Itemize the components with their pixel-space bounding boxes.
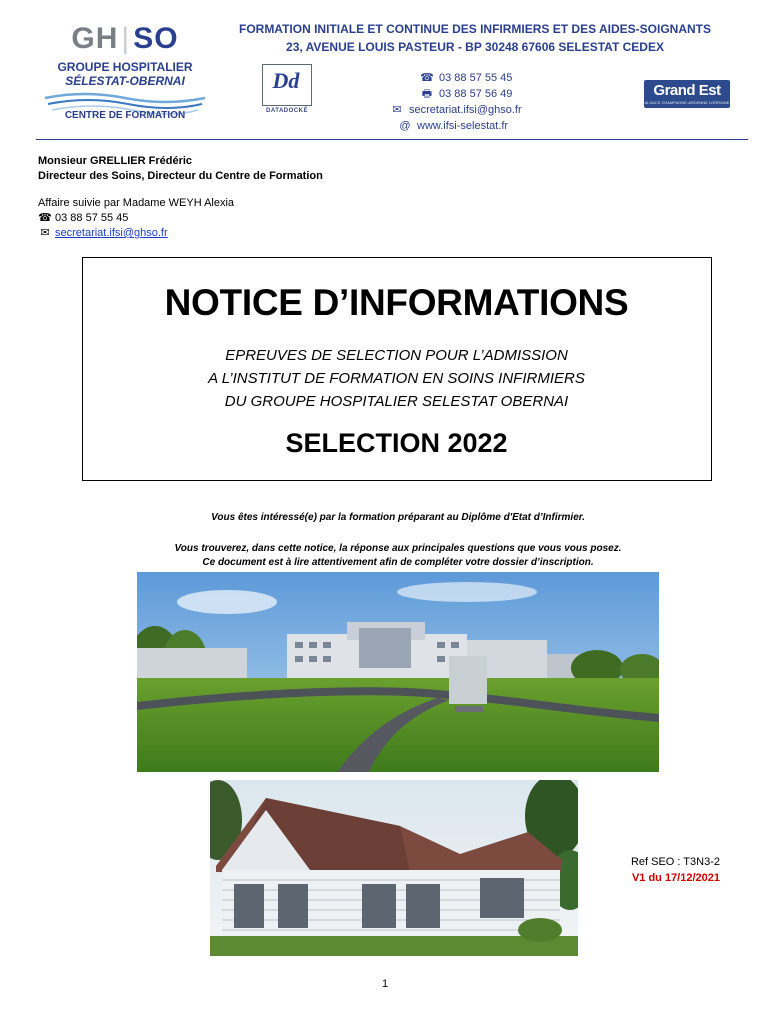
intro-line-1: Vous êtes intéressé(e) par la formation préparant au Diplôme d'Etat d’Infirmier. [211,512,585,523]
notice-subtitle: EPREUVES DE SELECTION POUR L’ADMISSION A L’INSTITUT DE FORMATION EN SOINS INFIRMIERS DU GROUPE HOSPITALIER SELESTAT OBERNAI [208,347,585,410]
header-divider [36,139,748,140]
sender-email-link[interactable]: secretariat.ifsi@ghso.fr [55,227,168,239]
sender-name: Monsieur GRELLIER Frédéric [38,155,193,167]
web-icon: @ [399,120,411,132]
logo-line-1: GROUPE HOSPITALIER [57,60,193,74]
datadock-logo [262,64,318,124]
logo-line-2: SÉLESTAT-OBERNAI [65,74,185,88]
header-email-link[interactable]: secretariat.ifsi@ghso.fr [409,104,522,116]
grand-est-wordmark: Grand Est [653,82,721,99]
page-number: 1 [381,978,389,990]
grand-est-subtitle: ALSACE CHAMPAGNE-ARDENNE LORRAINE [644,100,730,105]
grand-est-logo [644,80,730,108]
header-address: 23, AVENUE LOUIS PASTEUR - BP 30248 67606 SELESTAT CEDEX [286,40,664,54]
selection-year-title: SELECTION 2022 [285,428,508,458]
datadock-mark: Dd [272,68,300,93]
training-centre-image [210,780,578,956]
header-fax: 🖶 03 88 57 56 49 [421,88,513,100]
header-phone: ☎ 03 88 57 55 45 [420,72,513,84]
training-centre-photo [210,780,578,956]
datadock-label: DATADOCKÉ [266,108,308,114]
email-icon: ✉ [392,104,402,116]
fax-icon: 🖶 [421,88,433,100]
phone-icon: ☎ [38,212,52,224]
sender-block [38,154,323,241]
sender-email [38,226,323,241]
title-box [82,257,712,481]
document-reference: Ref SEO : T3N3-2 [630,856,720,868]
header-website-link[interactable]: www.ifsi-selestat.fr [417,120,509,132]
centre-de-formation-label: CENTRE DE FORMATION [64,110,186,121]
logo-brand: GH | SO [71,22,179,55]
header-email [380,102,560,118]
sender-phone: ☎ 03 88 57 55 45 [38,212,129,224]
phone-icon: ☎ [420,72,434,84]
header-website [380,118,560,134]
notice-title: NOTICE D’INFORMATIONS [164,282,629,323]
document-version: V1 du 17/12/2021 [631,872,720,884]
email-icon: ✉ [40,227,50,239]
header-title: FORMATION INITIALE ET CONTINUE DES INFIRMIERS ET DES AIDES-SOIGNANTS [238,22,711,36]
header-contact-block [380,70,560,134]
sender-role: Directeur des Soins, Directeur du Centre de Formation [38,170,323,182]
hospital-photo [137,572,659,772]
sender-followed-by: Affaire suivie par Madame WEYH Alexia [38,197,235,209]
intro-paragraph: Vous trouverez, dans cette notice, la réponse aux principales questions que vous vous posez. Ce document est à lire attentivement afin de compléter votre dossier d’inscription. [174,543,622,568]
hospital-image [137,572,659,772]
